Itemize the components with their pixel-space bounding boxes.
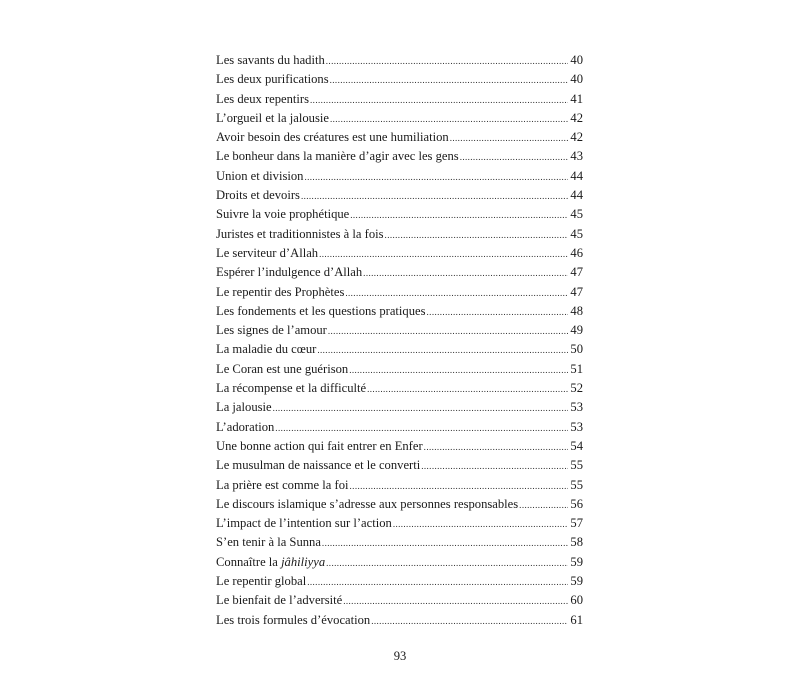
toc-entry-page: 45 xyxy=(570,226,583,241)
toc-entry-title: Le bienfait de l’adversité xyxy=(216,593,343,608)
dot-leader xyxy=(393,515,568,534)
toc-entry xyxy=(216,263,583,282)
toc-entry xyxy=(216,70,583,89)
dot-leader xyxy=(322,534,568,553)
toc-entry-page: 43 xyxy=(570,149,583,164)
toc-entry xyxy=(216,591,583,610)
dot-leader xyxy=(343,592,568,611)
toc-entry xyxy=(216,302,583,321)
toc-entry xyxy=(216,437,583,456)
dot-leader xyxy=(363,264,568,283)
toc-entry xyxy=(216,533,583,552)
dot-leader xyxy=(310,91,568,110)
toc-entry xyxy=(216,225,583,244)
toc-entry-title: La prière est comme la foi xyxy=(216,477,349,492)
toc-entry-page: 51 xyxy=(570,361,583,376)
toc-entry-title: Une bonne action qui fait entrer en Enfer xyxy=(216,438,423,453)
toc-entry xyxy=(216,205,583,224)
toc-entry-page: 55 xyxy=(570,458,583,473)
toc-entry xyxy=(216,340,583,359)
dot-leader xyxy=(371,612,568,631)
toc-entry-title: L’adoration xyxy=(216,419,275,434)
toc-entry-title: La jalousie xyxy=(216,400,272,415)
toc-entry-page: 46 xyxy=(570,245,583,260)
toc-entry xyxy=(216,147,583,166)
toc-entry-title: S’en tenir à la Sunna xyxy=(216,535,321,550)
toc-entry-title: La maladie du cœur xyxy=(216,342,317,357)
toc-entry-page: 53 xyxy=(570,400,583,415)
toc-entry xyxy=(216,321,583,340)
toc-entry-title: Les savants du hadith xyxy=(216,53,325,67)
toc-entry-title: Les fondements et les questions pratiques xyxy=(216,303,426,318)
toc-entry-title: Droits et devoirs xyxy=(216,188,300,203)
toc-entry xyxy=(216,514,583,533)
toc-entry-page: 40 xyxy=(570,53,583,67)
toc-entry xyxy=(216,456,583,475)
dot-leader xyxy=(330,110,568,129)
toc-entry-title: Le Coran est une guérison xyxy=(216,361,349,376)
toc-entry-title: Avoir besoin des créatures est une humiliation xyxy=(216,130,449,145)
toc-entry xyxy=(216,283,583,302)
dot-leader xyxy=(450,129,568,148)
dot-leader xyxy=(307,573,568,592)
table-of-contents xyxy=(216,51,583,630)
dot-leader xyxy=(367,380,568,399)
dot-leader xyxy=(317,341,568,360)
toc-entry-page: 47 xyxy=(570,284,583,299)
toc-entry-page: 60 xyxy=(570,593,583,608)
dot-leader xyxy=(301,187,568,206)
toc-entry-page: 50 xyxy=(570,342,583,357)
dot-leader xyxy=(421,457,568,476)
toc-entry-page: 40 xyxy=(570,72,583,87)
page-number: 93 xyxy=(393,649,407,663)
toc-entry xyxy=(216,360,583,379)
toc-entry-title: Espérer l’indulgence d’Allah xyxy=(216,265,363,280)
toc-entry-title: Le serviteur d’Allah xyxy=(216,245,319,260)
dot-leader xyxy=(350,477,568,496)
dot-leader xyxy=(304,168,568,187)
toc-entry xyxy=(216,398,583,417)
toc-entry-title: Le repentir des Prophètes xyxy=(216,284,345,299)
toc-entry xyxy=(216,495,583,514)
dot-leader xyxy=(328,322,568,341)
toc-entry-page: 59 xyxy=(570,554,583,569)
dot-leader xyxy=(424,438,568,457)
dot-leader xyxy=(330,71,568,90)
dot-leader xyxy=(460,148,568,167)
toc-entry-page: 47 xyxy=(570,265,583,280)
toc-entry-page: 59 xyxy=(570,574,583,589)
toc-entry xyxy=(216,611,583,630)
toc-entry-title: Les deux repentirs xyxy=(216,91,310,106)
toc-entry-title-italic: jâhiliyya xyxy=(281,554,326,569)
toc-entry xyxy=(216,90,583,109)
toc-entry-title: Connaître la jâhiliyya xyxy=(216,554,326,569)
dot-leader xyxy=(326,554,568,573)
toc-entry-page: 44 xyxy=(570,188,583,203)
toc-entry-title: La récompense et la difficulté xyxy=(216,381,367,396)
dot-leader xyxy=(385,226,568,245)
toc-entry-title: Union et division xyxy=(216,168,304,183)
toc-entry-title: Les deux purifications xyxy=(216,72,329,87)
toc-entry-title: Le bonheur dans la manière d’agir avec les gens xyxy=(216,149,459,164)
toc-entry xyxy=(216,186,583,205)
toc-entry-page: 58 xyxy=(570,535,583,550)
toc-entry-title: Le discours islamique s’adresse aux personnes responsables xyxy=(216,496,519,511)
toc-entry xyxy=(216,244,583,263)
dot-leader xyxy=(345,284,568,303)
toc-entry xyxy=(216,572,583,591)
toc-entry-page: 42 xyxy=(570,130,583,145)
toc-entry-page: 57 xyxy=(570,516,583,531)
toc-entry xyxy=(216,51,583,70)
toc-entry-title: Juristes et traditionnistes à la fois xyxy=(216,226,384,241)
toc-entry xyxy=(216,476,583,495)
dot-leader xyxy=(519,496,568,515)
toc-entry xyxy=(216,128,583,147)
dot-leader xyxy=(275,419,568,438)
toc-entry xyxy=(216,379,583,398)
toc-entry xyxy=(216,553,583,572)
toc-entry-page: 53 xyxy=(570,419,583,434)
toc-entry-page: 56 xyxy=(570,496,583,511)
dot-leader xyxy=(349,361,568,380)
toc-entry-page: 41 xyxy=(570,91,583,106)
toc-entry-page: 44 xyxy=(570,168,583,183)
toc-entry-page: 42 xyxy=(570,110,583,125)
dot-leader xyxy=(319,245,568,264)
toc-entry xyxy=(216,167,583,186)
dot-leader xyxy=(326,52,568,71)
toc-entry-page: 49 xyxy=(570,323,583,338)
dot-leader xyxy=(273,399,568,418)
toc-entry-page: 52 xyxy=(570,381,583,396)
toc-entry-page: 61 xyxy=(570,612,583,627)
toc-entry-page: 55 xyxy=(570,477,583,492)
toc-entry xyxy=(216,418,583,437)
toc-entry-page: 54 xyxy=(570,438,583,453)
toc-entry-title: Les trois formules d’évocation xyxy=(216,612,371,627)
toc-entry-page: 45 xyxy=(570,207,583,222)
toc-entry-title: L’impact de l’intention sur l’action xyxy=(216,516,392,531)
toc-entry-title: Suivre la voie prophétique xyxy=(216,207,350,222)
dot-leader xyxy=(427,303,568,322)
dot-leader xyxy=(350,206,568,225)
toc-entry-title: Les signes de l’amour xyxy=(216,323,327,338)
toc-entry-page: 48 xyxy=(570,303,583,318)
toc-entry-title: Le repentir global xyxy=(216,574,307,589)
toc-entry-title: L’orgueil et la jalousie xyxy=(216,110,329,125)
toc-entry-title: Le musulman de naissance et le converti xyxy=(216,458,421,473)
toc-entry xyxy=(216,109,583,128)
